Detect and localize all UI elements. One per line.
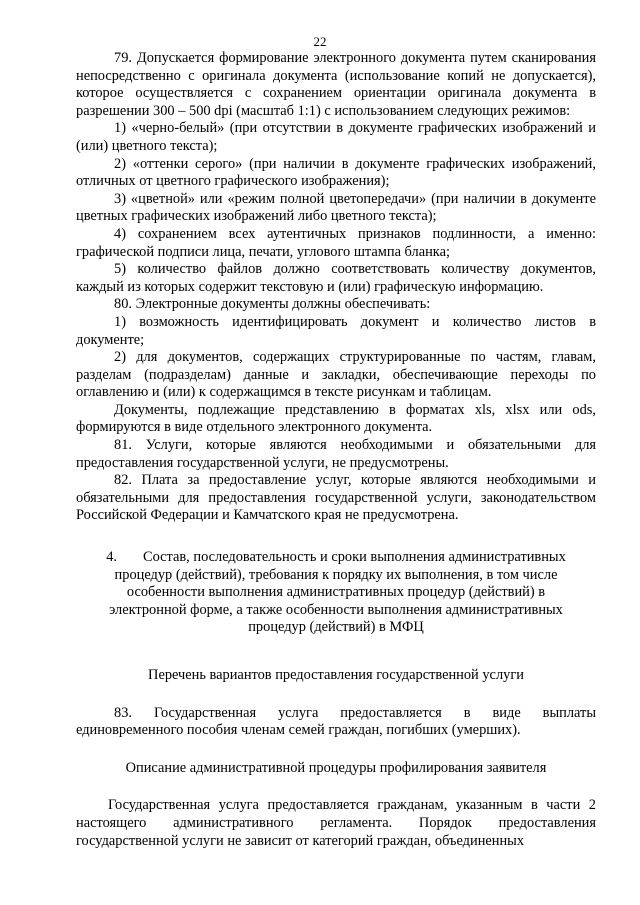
subheading-profiling: Описание административной процедуры профилирования заявителя	[125, 759, 547, 776]
document-body	[76, 50, 596, 850]
list-item-mode-1: 1) «черно-белый» (при отсутствии в документе графических изображений и (или) цветного текста);	[76, 120, 596, 154]
section-title: Состав, последовательность и сроки выполнения административных процедур (действий), требования к порядку их выполнения, в том числе особенности выполнения административных процедур (действий) в электронной форме, а также особенности выполнения административных процедур (действий) в МФЦ	[109, 549, 566, 636]
paragraph-80: 80. Электронные документы должны обеспечивать:	[114, 296, 431, 313]
list-item-mode-3: 3) «цветной» или «режим полной цветопередачи» (при наличии в документе цветных графических изображений либо цветного текста);	[76, 190, 596, 225]
subheading-variants: Перечень вариантов предоставления государственной услуги	[148, 667, 524, 683]
list-item-mode-4: 4) сохранением всех аутентичных признаков подлинности, а именно: графической подписи лица, печати, углового штампа бланка;	[76, 225, 596, 260]
paragraph-81: 81. Услуги, которые являются необходимыми и обязательными для предоставления государственной услуги, не предусмотрены.	[76, 437, 596, 471]
paragraph-82: 82. Плата за предоставление услуг, которые являются необходимыми и обязательными для предоставления государственной услуги, законодательством Российской Федерации и Камчатского края не предусмотрена.	[76, 472, 596, 524]
section-number: 4.	[106, 549, 117, 566]
paragraph-profiling: Государственная услуга предоставляется гражданам, указанным в части 2 настоящего административного регламента. Порядок предоставления государственной услуги не зависит от категорий граждан, объединенных	[76, 797, 596, 849]
paragraph-formats: Документы, подлежащие представлению в форматах xls, xlsx или ods, формируются в виде отдельного электронного документа.	[76, 401, 596, 436]
section-heading	[76, 549, 596, 637]
list-item-req-2: 2) для документов, содержащих структурированные по частям, главам, разделам (подразделам) данные и закладки, обеспечивающие переходы по оглавлению и (или) к содержащимся в тексте рисункам и таблицам.	[76, 349, 596, 401]
paragraph-83: 83. Государственная услуга предоставляется в виде выплаты единовременного пособия членам семей граждан, погибших (умерших).	[76, 704, 596, 739]
list-item-mode-5: 5) количество файлов должно соответствовать количеству документов, каждый из которых содержит текстовую и (или) графическую информацию.	[76, 261, 596, 295]
page-number: 22	[313, 34, 327, 49]
paragraph-79: 79. Допускается формирование электронного документа путем сканирования непосредственно с оригинала документа (использование копий не допускается), которое осуществляется с сохранением ориентации оригинала документа в разрешении 300 – 500 dpi (масштаб 1:1) с использованием следующих режимов:	[76, 50, 596, 119]
list-item-req-1: 1) возможность идентифицировать документ и количество листов в документе;	[76, 313, 596, 348]
list-item-mode-2: 2) «оттенки серого» (при наличии в документе графических изображений, отличных от цветного графического изображения);	[76, 155, 596, 190]
